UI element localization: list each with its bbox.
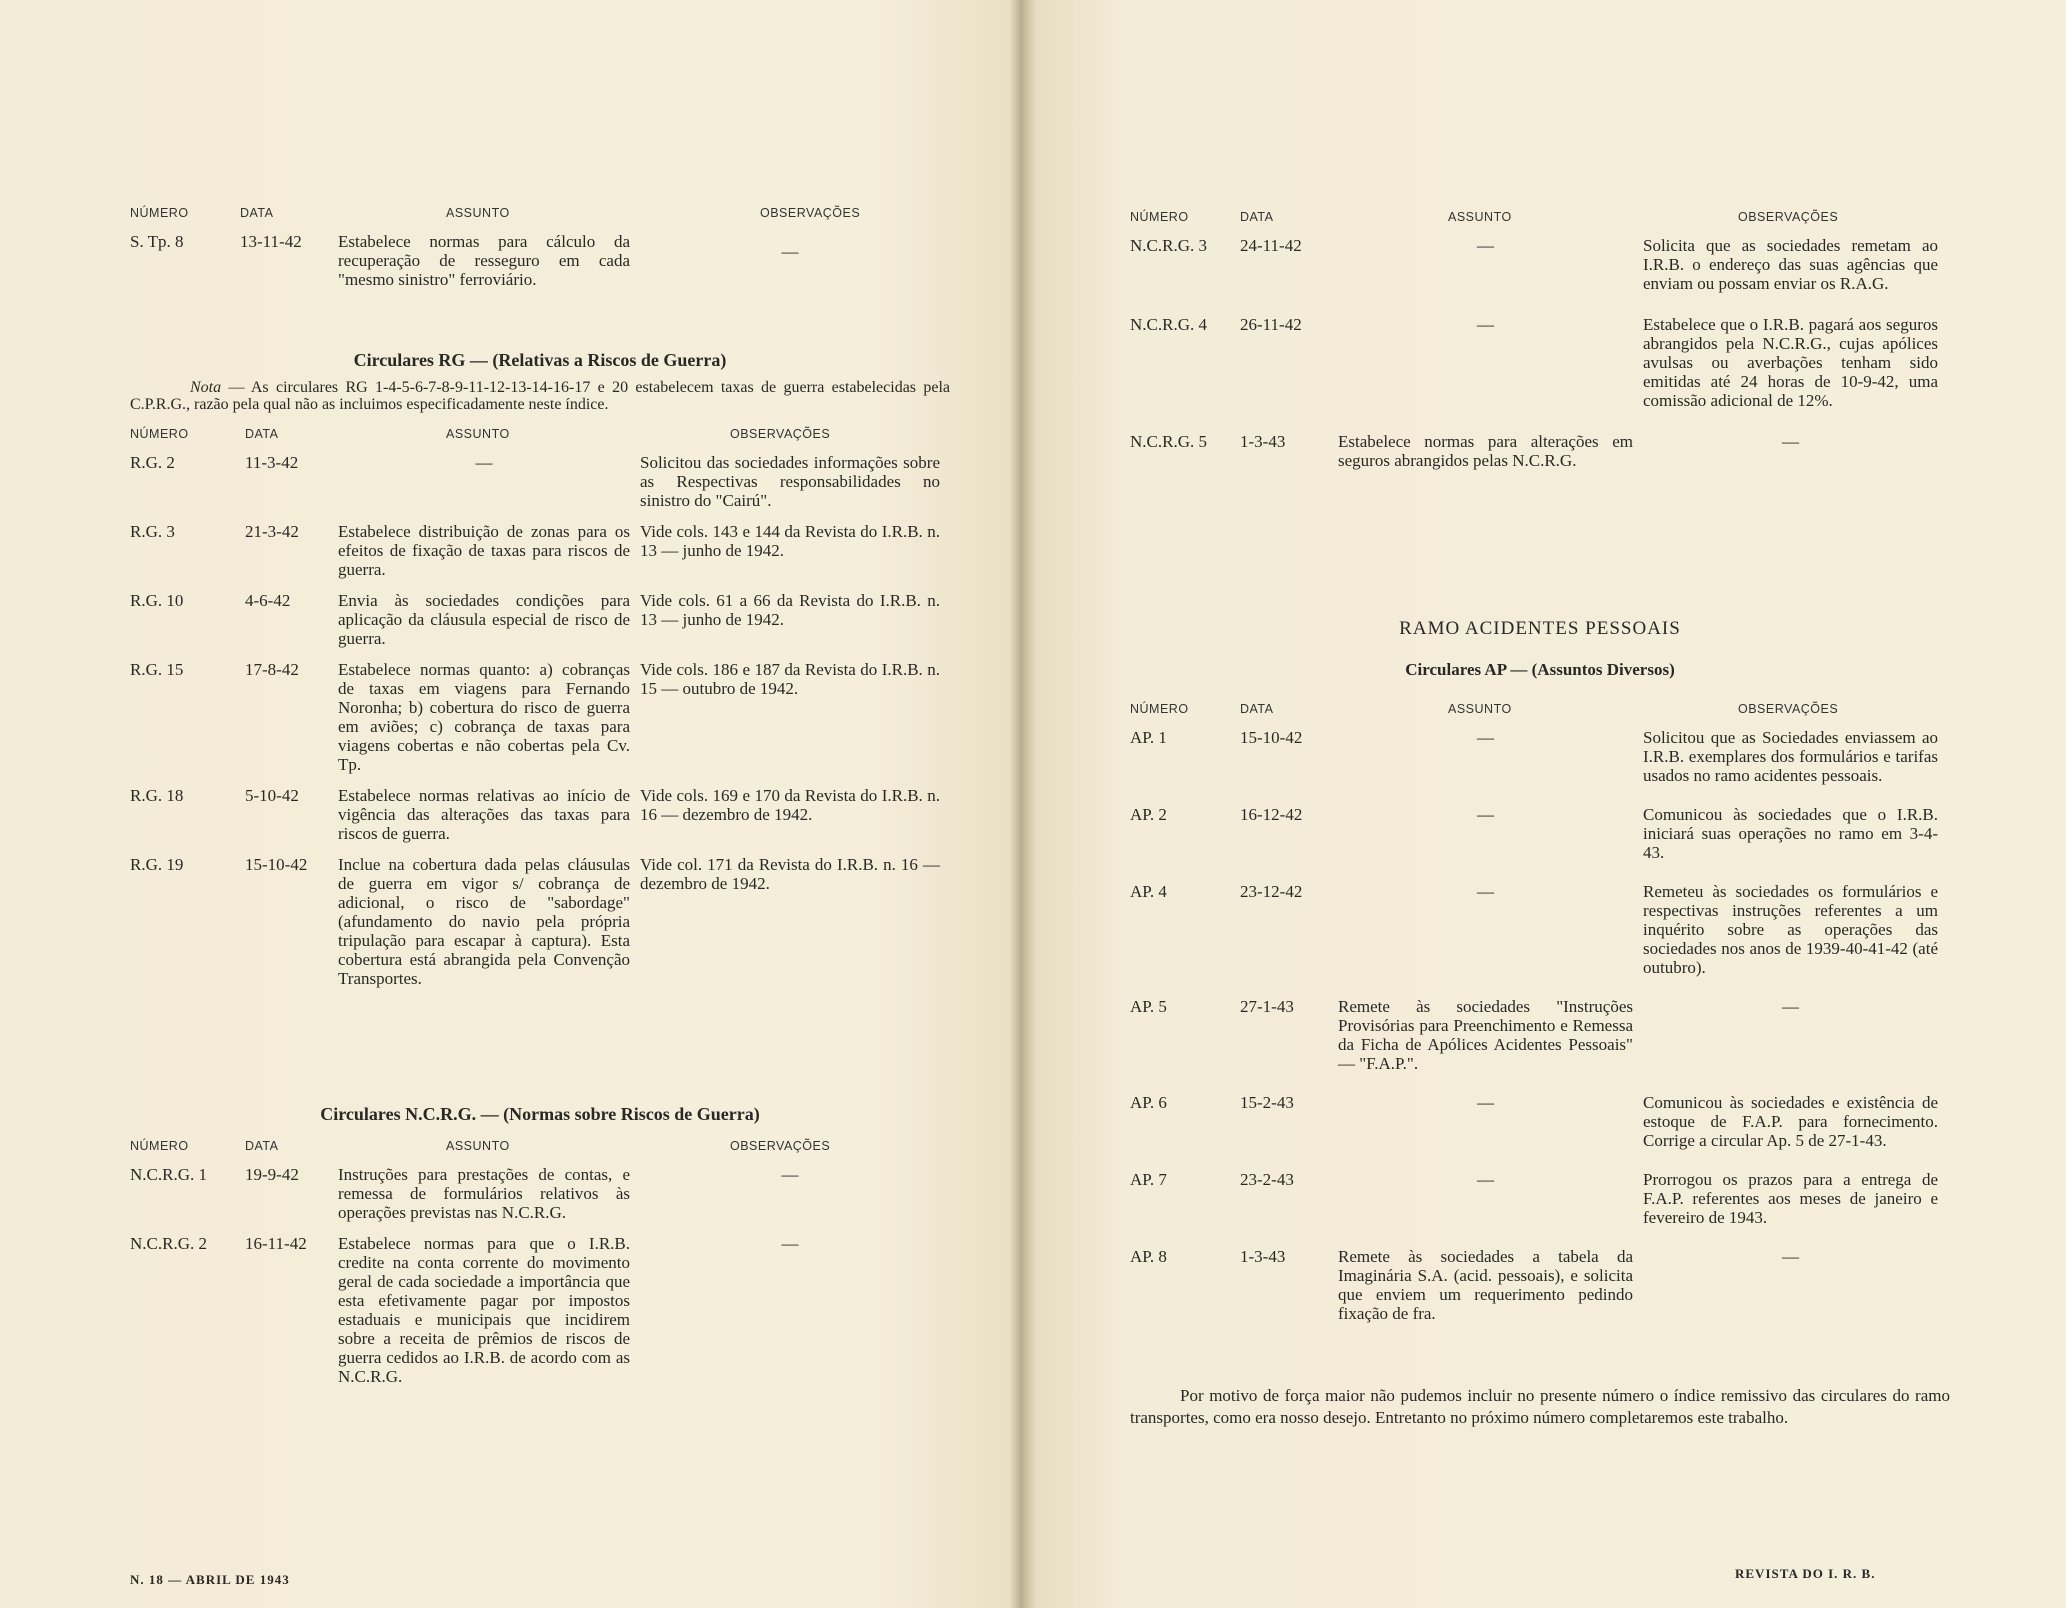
col-observacoes: OBSERVAÇÕES: [730, 427, 831, 441]
cell-data: 27-1-43: [1240, 997, 1294, 1016]
cell-assunto: Estabelece normas para cálculo da recuperação de resseguro em cada "mesmo sinistro" ferroviário.: [338, 232, 630, 289]
dash-mark: —: [475, 453, 493, 472]
col-numero: NÚMERO: [1130, 210, 1189, 224]
cell-obs: Solicitou das sociedades informações sobre as Respectivas responsabilidades no sinistro do "Cairú".: [640, 453, 940, 510]
cell-assunto: [338, 453, 640, 510]
cell-assunto: [1338, 1093, 1643, 1150]
col-observacoes: OBSERVAÇÕES: [1738, 210, 1839, 224]
dash-mark: —: [781, 1234, 799, 1253]
table-header: [1130, 702, 1950, 716]
cell-observacoes: [640, 232, 950, 289]
cell-numero: R.G. 15: [130, 660, 184, 679]
section-title: Circulares AP — (Assuntos Diversos): [1405, 660, 1675, 679]
cell-numero: R.G. 10: [130, 591, 184, 610]
cell-numero: AP. 4: [1130, 882, 1167, 901]
col-data: DATA: [245, 1139, 279, 1153]
cell-data: 5-10-42: [245, 786, 299, 805]
col-data: DATA: [1240, 210, 1274, 224]
col-numero: NÚMERO: [1130, 702, 1189, 716]
col-assunto: ASSUNTO: [1448, 702, 1512, 716]
cell-assunto: [1338, 882, 1643, 977]
table-header: [130, 1139, 950, 1153]
cell-numero: AP. 1: [1130, 728, 1167, 747]
cell-numero: N.C.R.G. 2: [130, 1234, 207, 1253]
cell-numero: R.G. 2: [130, 453, 175, 472]
note-text: — As circulares RG 1-4-5-6-7-8-9-11-12-13-14-16-17 e 20 estabelecem taxas de guerra estabelecidas pela C.P.R.G., razão pela qual não as incluimos especificadamente neste índice.: [130, 379, 950, 413]
cell-data: 26-11-42: [1240, 315, 1302, 334]
section-rg: [130, 336, 950, 1000]
dash-mark: —: [1477, 805, 1494, 824]
cell-assunto: [1338, 728, 1643, 785]
table-row: [1130, 1093, 1950, 1150]
left-footer: N. 18 — ABRIL DE 1943: [130, 1572, 290, 1587]
cell-obs: Estabelece que o I.R.B. pagará aos seguros abrangidos pela N.C.R.G., cujas apólices avulsas ou averbações tenham sido emitidas até 24 horas de 10-9-42, uma comissão adicional de 12%.: [1643, 315, 1938, 410]
dash-mark: —: [1782, 432, 1799, 451]
cell-data: 19-9-42: [245, 1165, 299, 1184]
col-assunto: ASSUNTO: [1448, 210, 1512, 224]
col-assunto: ASSUNTO: [446, 206, 510, 220]
ramo-title: RAMO ACIDENTES PESSOAIS: [1399, 618, 1681, 639]
cell-numero: AP. 8: [1130, 1247, 1167, 1266]
cell-numero: R.G. 18: [130, 786, 184, 805]
col-data: DATA: [245, 427, 279, 441]
cell-obs: Vide cols. 143 e 144 da Revista do I.R.B. n. 13 — junho de 1942.: [640, 522, 940, 560]
cell-assunto: Inclue na cobertura dada pelas cláusulas de guerra em vigor s/ cobrança de adicional, o risco de "sabordage" (afundamento do navio pela própria tripulação para escapar à captura). Esta cobertura está abrangida pela Convenção Transportes.: [338, 855, 630, 988]
table-row: [130, 591, 950, 648]
dash-mark: —: [1477, 236, 1494, 255]
cell-data: 4-6-42: [245, 591, 291, 610]
section-note: [130, 379, 950, 413]
dash-mark: —: [1477, 882, 1494, 901]
cell-obs: Prorrogou os prazos para a entrega de F.A.P. referentes aos meses de janeiro e fevereiro de 1943.: [1643, 1170, 1938, 1227]
cell-data: 1-3-43: [1240, 432, 1286, 451]
cell-numero: R.G. 19: [130, 855, 184, 874]
cell-assunto: [1338, 315, 1643, 410]
cell-obs: Solicitou que as Sociedades enviassem ao I.R.B. exemplares dos formulários e tarifas usados no ramo acidentes pessoais.: [1643, 728, 1938, 785]
cell-assunto: Instruções para prestações de contas, e remessa de formulários relativos às operações previstas nas N.C.R.G.: [338, 1165, 630, 1222]
cell-data: 15-10-42: [1240, 728, 1303, 747]
section-ap: [1130, 608, 1950, 1343]
cell-obs: [640, 1234, 950, 1386]
rg-rows: [130, 453, 950, 988]
cell-assunto: Remete às sociedades "Instruções Provisórias para Preenchimento e Remessa da Ficha de Apólices Acidentes Pessoais" — "F.A.P.".: [1338, 997, 1633, 1073]
cell-numero: AP. 2: [1130, 805, 1167, 824]
table-row: [1130, 805, 1950, 862]
cell-assunto: Estabelece normas para alterações em seguros abrangidos pelas N.C.R.G.: [1338, 432, 1633, 470]
dash-mark: —: [1782, 1247, 1799, 1266]
table-row: [1130, 432, 1950, 470]
table-row: [1130, 315, 1950, 410]
cell-data: 15-10-42: [245, 855, 308, 874]
cell-assunto: Remete às sociedades a tabela da Imaginária S.A. (acid. pessoais), e solicita que enviem um requerimento pedindo fixação de fra.: [1338, 1247, 1633, 1323]
cell-numero: AP. 5: [1130, 997, 1167, 1016]
cell-assunto: [1338, 805, 1643, 862]
cell-data: 15-2-43: [1240, 1093, 1294, 1112]
cell-obs: [1643, 1247, 1948, 1323]
cell-assunto: [1338, 236, 1643, 293]
table-row: [130, 232, 950, 289]
table-row: [1130, 236, 1950, 293]
section-title: Circulares RG — (Relativas a Riscos de Guerra): [353, 350, 727, 370]
table-row: [130, 855, 950, 988]
table-row: [1130, 728, 1950, 785]
cell-numero: R.G. 3: [130, 522, 175, 541]
cell-numero: N.C.R.G. 5: [1130, 432, 1207, 451]
closing-paragraph: Por motivo de força maior não pudemos incluir no presente número o índice remissivo das circulares do ramo transportes, como era nosso desejo. Entretanto no próximo número completaremos este trabalho.: [1130, 1386, 1950, 1427]
table-row: [130, 453, 950, 510]
cell-data: 1-3-43: [1240, 1247, 1286, 1266]
table-row: [130, 522, 950, 579]
cell-numero: AP. 6: [1130, 1093, 1167, 1112]
col-numero: NÚMERO: [130, 427, 189, 441]
dash-mark: —: [781, 1165, 799, 1184]
cell-data: 17-8-42: [245, 660, 299, 679]
cell-data: 24-11-42: [1240, 236, 1302, 255]
table-header: [130, 206, 950, 220]
cell-data: 16-12-42: [1240, 805, 1303, 824]
cell-obs: Solicita que as sociedades remetam ao I.R.B. o endereço das suas agências que enviam ou possam enviar os R.A.G.: [1643, 236, 1938, 293]
left-table-transportes: [130, 192, 950, 301]
section-ncrg: [130, 1090, 950, 1398]
ap-rows: [1130, 728, 1950, 1323]
cell-data: 16-11-42: [245, 1234, 307, 1253]
dash-mark: —: [1477, 1093, 1494, 1112]
col-numero: NÚMERO: [130, 206, 189, 220]
dash-mark: —: [781, 242, 799, 261]
table-row: [130, 660, 950, 774]
cell-numero: N.C.R.G. 3: [1130, 236, 1207, 255]
cell-data: 13-11-42: [240, 232, 302, 251]
right-table-ncrg: [1130, 196, 1950, 492]
cell-numero: N.C.R.G. 1: [130, 1165, 207, 1184]
col-numero: NÚMERO: [130, 1139, 189, 1153]
cell-assunto: Estabelece normas relativas ao início de vigência das alterações das taxas para riscos de guerra.: [338, 786, 630, 843]
cell-assunto: [1338, 1170, 1643, 1227]
col-data: DATA: [240, 206, 274, 220]
dash-mark: —: [1477, 728, 1494, 747]
cell-numero: AP. 7: [1130, 1170, 1167, 1189]
table-row: [1130, 1247, 1950, 1323]
cell-data: 23-2-43: [1240, 1170, 1294, 1189]
cell-obs: Remeteu às sociedades os formulários e respectivas instruções referentes a um inquérito sobre as operações das sociedades nos anos de 1939-40-41-42 (até outubro).: [1643, 882, 1938, 977]
cell-data: 23-12-42: [1240, 882, 1303, 901]
cell-obs: Vide cols. 169 e 170 da Revista do I.R.B. n. 16 — dezembro de 1942.: [640, 786, 940, 824]
cell-assunto: Estabelece normas quanto: a) cobranças de taxas em viagens para Fernando Noronha; b) cobertura do risco de guerra em aviões; c) cobrança de taxas para viagens cobertas e não cobertas pela Cv. Tp.: [338, 660, 630, 774]
right-footer: REVISTA DO I. R. B.: [1735, 1566, 1876, 1581]
cell-obs: [1643, 432, 1948, 470]
cell-assunto: Estabelece distribuição de zonas para os efeitos de fixação de taxas para riscos de guerra.: [338, 522, 630, 579]
ncrg-rows: [130, 1165, 950, 1386]
col-data: DATA: [1240, 702, 1274, 716]
col-observacoes: OBSERVAÇÕES: [730, 1139, 831, 1153]
cell-obs: Comunicou às sociedades e existência de estoque de F.A.P. para fornecimento. Corrige a circular Ap. 5 de 27-1-43.: [1643, 1093, 1938, 1150]
cell-assunto: Estabelece normas para que o I.R.B. credite na conta corrente do movimento geral de cada sociedade a importância que esta efetivamente pagar por impostos estaduais e municipais que incidirem sobre a receita de prêmios de riscos de guerra cedidos ao I.R.B. de acordo com as N.C.R.G.: [338, 1234, 630, 1386]
cell-obs: Vide cols. 186 e 187 da Revista do I.R.B. n. 15 — outubro de 1942.: [640, 660, 940, 698]
ncrg-continuation-rows: [1130, 236, 1950, 470]
table-row: [130, 786, 950, 843]
cell-obs: Comunicou às sociedades que o I.R.B. iniciará suas operações no ramo em 3-4-43.: [1643, 805, 1938, 862]
table-header: [1130, 210, 1950, 224]
table-row: [1130, 997, 1950, 1073]
cell-obs: [1643, 997, 1948, 1073]
cell-data: 11-3-42: [245, 453, 299, 472]
col-observacoes: OBSERVAÇÕES: [760, 206, 861, 220]
col-assunto: ASSUNTO: [446, 427, 510, 441]
cell-obs: Vide col. 171 da Revista do I.R.B. n. 16 — dezembro de 1942.: [640, 855, 940, 893]
col-observacoes: OBSERVAÇÕES: [1738, 702, 1839, 716]
table-row: [1130, 882, 1950, 977]
col-assunto: ASSUNTO: [446, 1139, 510, 1153]
note-label: Nota: [190, 379, 222, 396]
cell-numero: N.C.R.G. 4: [1130, 315, 1207, 334]
table-header: [130, 427, 950, 441]
cell-obs: [640, 1165, 950, 1222]
section-title: Circulares N.C.R.G. — (Normas sobre Riscos de Guerra): [320, 1104, 760, 1124]
dash-mark: —: [1477, 315, 1494, 334]
cell-obs: Vide cols. 61 a 66 da Revista do I.R.B. n. 13 — junho de 1942.: [640, 591, 940, 629]
book-gutter: [1010, 0, 1036, 1608]
dash-mark: —: [1477, 1170, 1494, 1189]
cell-assunto: Envia às sociedades condições para aplicação da cláusula especial de risco de guerra.: [338, 591, 630, 648]
table-row: [130, 1165, 950, 1222]
cell-data: 21-3-42: [245, 522, 299, 541]
cell-numero: S. Tp. 8: [130, 232, 184, 251]
table-row: [1130, 1170, 1950, 1227]
dash-mark: —: [1782, 997, 1799, 1016]
closing-note: [1130, 1385, 1950, 1429]
table-row: [130, 1234, 950, 1386]
